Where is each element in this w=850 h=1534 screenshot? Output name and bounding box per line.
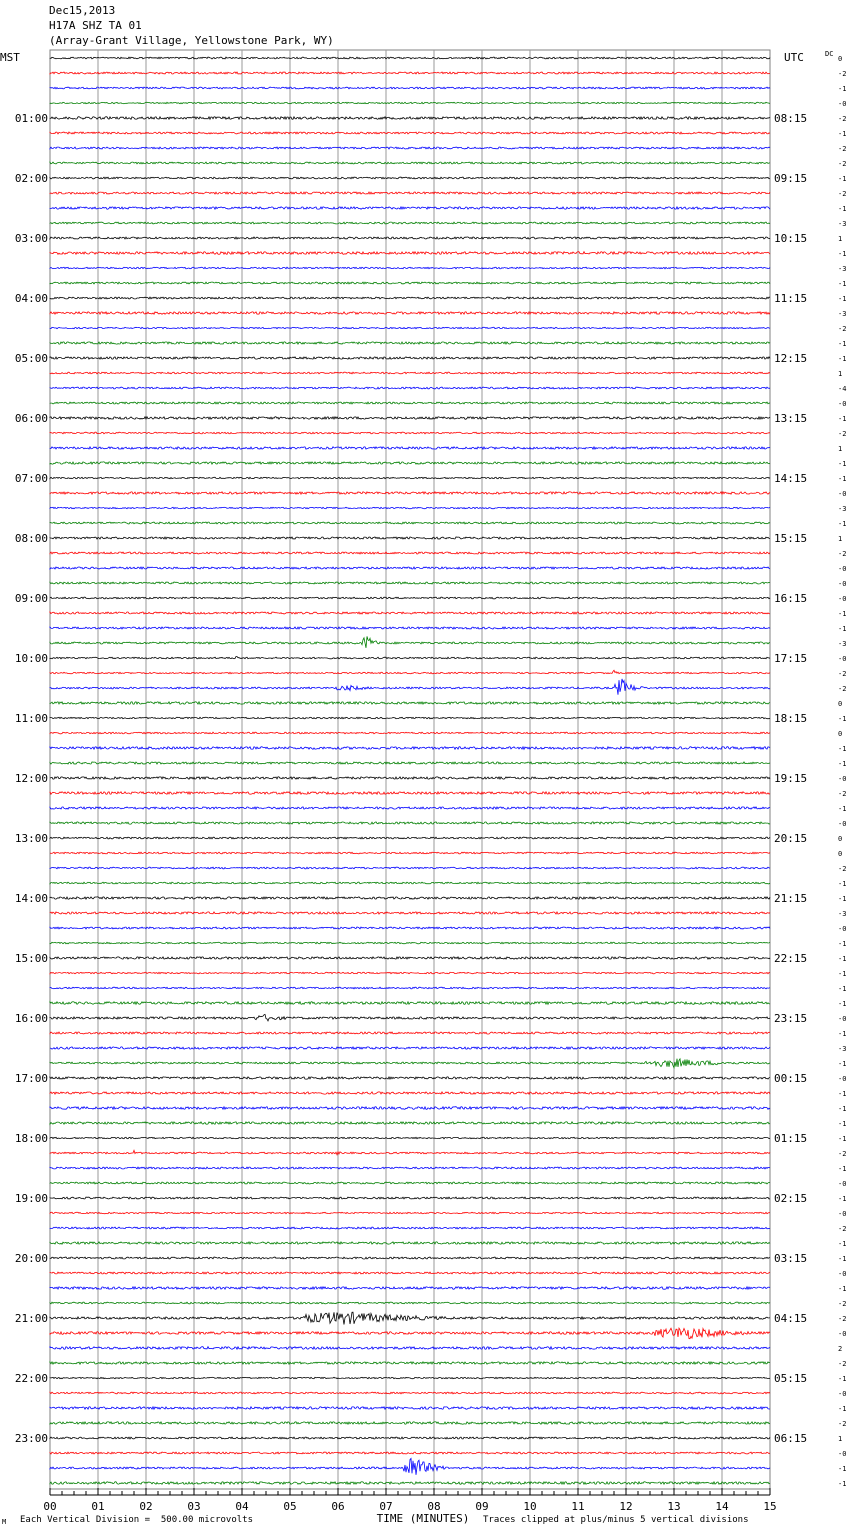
left-hour-label: 04:00 <box>14 292 48 305</box>
dc-offset-label: 1 <box>838 445 843 453</box>
dc-offset-label: -1 <box>838 895 847 903</box>
seismic-trace <box>50 582 770 584</box>
dc-offset-label: 2 <box>838 1345 843 1353</box>
dc-offset-label: -0 <box>838 925 847 933</box>
left-hour-label: 02:00 <box>14 172 48 185</box>
seismic-trace <box>50 1197 770 1199</box>
seismic-trace <box>50 1287 770 1290</box>
x-tick-label: 13 <box>667 1500 681 1513</box>
x-tick-label: 05 <box>283 1500 297 1513</box>
dc-offset-label: -1 <box>838 520 847 528</box>
right-hour-label: 23:15 <box>774 1012 808 1025</box>
left-hour-label: 19:00 <box>14 1192 48 1205</box>
seismic-trace <box>50 327 770 328</box>
dc-offset-label: -0 <box>838 775 847 783</box>
seismic-trace <box>50 1328 770 1339</box>
right-hour-label: 05:15 <box>774 1372 808 1385</box>
dc-offset-label: -1 <box>838 415 847 423</box>
seismic-trace <box>50 237 770 239</box>
seismic-trace <box>50 1077 770 1079</box>
dc-offset-label: -2 <box>838 1225 847 1233</box>
seismic-trace <box>50 612 770 614</box>
station-code: H17A SHZ TA 01 <box>49 19 142 32</box>
seismic-trace <box>50 732 770 734</box>
seismic-trace <box>50 1242 770 1244</box>
dc-offset-label: 0 <box>838 835 843 843</box>
seismic-trace <box>50 447 770 449</box>
left-hour-label: 07:00 <box>14 472 48 485</box>
right-hour-label: 00:15 <box>774 1072 808 1085</box>
left-hour-label: 08:00 <box>14 532 48 545</box>
seismic-trace <box>50 927 770 929</box>
seismic-trace <box>50 1212 770 1213</box>
seismic-trace <box>50 1452 770 1454</box>
seismic-trace <box>50 162 770 164</box>
dc-offset-label: -1 <box>838 1120 847 1128</box>
left-timezone-label: MST <box>0 51 20 64</box>
dc-offset-label: -0 <box>838 1075 847 1083</box>
dc-offset-label: -1 <box>838 1240 847 1248</box>
seismic-trace <box>50 177 770 179</box>
right-hour-label: 20:15 <box>774 832 808 845</box>
right-hour-label: 04:15 <box>774 1312 808 1325</box>
seismic-trace <box>50 492 770 494</box>
seismic-trace <box>50 792 770 794</box>
seismic-trace <box>50 852 770 854</box>
seismic-trace <box>50 717 770 719</box>
seismic-trace <box>50 912 770 914</box>
seismic-trace <box>50 1047 770 1049</box>
right-hour-label: 03:15 <box>774 1252 808 1265</box>
seismic-trace <box>50 1407 770 1409</box>
seismic-trace <box>50 342 770 344</box>
x-tick-label: 12 <box>619 1500 633 1513</box>
seismic-trace <box>50 192 770 194</box>
dc-offset-label: 1 <box>838 235 843 243</box>
dc-offset-label: -1 <box>838 280 847 288</box>
seismic-trace <box>50 1002 770 1005</box>
dc-offset-label: -0 <box>838 1330 847 1338</box>
seismic-trace <box>50 702 770 704</box>
seismic-trace <box>50 837 770 839</box>
left-hour-label: 14:00 <box>14 892 48 905</box>
dc-offset-label: -0 <box>838 1015 847 1023</box>
seismic-trace <box>50 1392 770 1394</box>
seismic-trace <box>50 222 770 224</box>
left-hour-label: 23:00 <box>14 1432 48 1445</box>
dc-offset-label: -2 <box>838 1360 847 1368</box>
dc-offset-label: -1 <box>838 175 847 183</box>
dc-offset-label: -3 <box>838 910 847 918</box>
seismic-trace <box>50 627 770 629</box>
dc-offset-label: -3 <box>838 310 847 318</box>
left-hour-label: 20:00 <box>14 1252 48 1265</box>
dc-offset-label: -2 <box>838 1150 847 1158</box>
seismic-trace <box>50 372 770 374</box>
left-hour-label: 15:00 <box>14 952 48 965</box>
right-hour-label: 09:15 <box>774 172 808 185</box>
right-hour-label: 10:15 <box>774 232 808 245</box>
seismic-trace <box>50 822 770 824</box>
seismic-trace <box>50 252 770 255</box>
seismic-trace <box>50 1302 770 1304</box>
right-hour-label: 19:15 <box>774 772 808 785</box>
seismic-trace <box>50 1482 770 1485</box>
dc-offset-label: 0 <box>838 700 843 708</box>
left-hour-label: 13:00 <box>14 832 48 845</box>
seismic-trace <box>50 987 770 989</box>
dc-offset-label: -1 <box>838 715 847 723</box>
dc-offset-label: -0 <box>838 1180 847 1188</box>
seismic-trace <box>50 1377 770 1378</box>
dc-offset-label: -1 <box>838 1105 847 1113</box>
dc-offset-label: -1 <box>838 985 847 993</box>
seismic-trace <box>50 1437 770 1439</box>
station-location: (Array-Grant Village, Yellowstone Park, WY) <box>49 34 334 47</box>
dc-offset-label: -3 <box>838 505 847 513</box>
right-hour-label: 13:15 <box>774 412 808 425</box>
dc-offset-label: -2 <box>838 145 847 153</box>
seismic-trace <box>50 762 770 764</box>
seismic-trace <box>50 1059 770 1068</box>
dc-offset-label: -2 <box>838 790 847 798</box>
seismic-trace <box>50 1107 770 1110</box>
dc-offset-label: -0 <box>838 490 847 498</box>
footer-mark: M <box>2 1518 7 1526</box>
dc-offset-label: -0 <box>838 400 847 408</box>
seismic-trace <box>50 897 770 899</box>
seismic-trace <box>50 942 770 944</box>
seismic-trace <box>50 1362 770 1364</box>
dc-offset-label: -1 <box>838 1030 847 1038</box>
dc-offset-label: -1 <box>838 295 847 303</box>
dc-offset-label: -2 <box>838 1300 847 1308</box>
dc-offset-label: 1 <box>838 535 843 543</box>
left-hour-label: 05:00 <box>14 352 48 365</box>
dc-offset-label: -1 <box>838 1255 847 1263</box>
dc-offset-label: -1 <box>838 475 847 483</box>
dc-offset-label: -1 <box>838 1165 847 1173</box>
x-tick-label: 04 <box>235 1500 249 1513</box>
right-hour-label: 21:15 <box>774 892 808 905</box>
dc-offset-label: -1 <box>838 340 847 348</box>
x-axis-title: TIME (MINUTES) <box>376 1512 470 1525</box>
dc-offset-label: -1 <box>838 760 847 768</box>
dc-offset-label: -1 <box>838 955 847 963</box>
seismic-trace <box>50 57 770 59</box>
dc-offset-label: -3 <box>838 265 847 273</box>
dc-offset-label: -3 <box>838 640 847 648</box>
seismic-trace <box>50 1272 770 1274</box>
dc-header-label: DC <box>825 50 834 58</box>
seismic-trace <box>50 1092 770 1094</box>
dc-offset-label: -2 <box>838 1420 847 1428</box>
x-tick-label: 03 <box>187 1500 201 1513</box>
left-hour-label: 10:00 <box>14 652 48 665</box>
seismic-trace <box>50 417 770 419</box>
right-timezone-label: UTC <box>784 51 804 64</box>
seismic-trace <box>50 462 770 464</box>
seismic-trace <box>50 1032 770 1034</box>
seismic-trace <box>50 357 770 359</box>
x-tick-label: 15 <box>763 1500 777 1513</box>
seismic-trace <box>50 507 770 508</box>
dc-offset-label: -4 <box>838 385 847 393</box>
seismic-trace <box>50 297 770 299</box>
seismic-trace <box>50 1422 770 1424</box>
dc-offset-label: -1 <box>838 1285 847 1293</box>
right-hour-label: 01:15 <box>774 1132 808 1145</box>
dc-offset-label: -2 <box>838 1315 847 1323</box>
dc-offset-label: -2 <box>838 670 847 678</box>
dc-offset-label: -2 <box>838 115 847 123</box>
seismic-trace <box>50 1137 770 1139</box>
dc-offset-label: -0 <box>838 1390 847 1398</box>
clipping-note: Traces clipped at plus/minus 5 vertical divisions <box>483 1515 749 1525</box>
seismic-trace <box>50 87 770 89</box>
x-tick-label: 01 <box>91 1500 105 1513</box>
seismic-trace <box>50 867 770 869</box>
dc-offset-label: -1 <box>838 805 847 813</box>
dc-offset-label: -1 <box>838 1465 847 1473</box>
dc-offset-label: -0 <box>838 655 847 663</box>
dc-offset-label: -2 <box>838 190 847 198</box>
dc-offset-label: -1 <box>838 250 847 258</box>
seismic-trace <box>50 747 770 750</box>
seismic-trace <box>50 597 770 599</box>
left-hour-label: 17:00 <box>14 1072 48 1085</box>
seismic-trace <box>50 777 770 779</box>
dc-offset-label: 1 <box>838 1435 843 1443</box>
right-hour-label: 08:15 <box>774 112 808 125</box>
dc-offset-label: -0 <box>838 565 847 573</box>
seismic-trace <box>50 636 770 648</box>
seismic-trace <box>50 657 770 659</box>
dc-offset-label: 0 <box>838 55 843 63</box>
seismic-trace <box>50 957 770 959</box>
seismic-trace <box>50 807 770 809</box>
seismic-trace <box>50 477 770 478</box>
seismic-trace <box>50 402 770 404</box>
dc-offset-label: -1 <box>838 460 847 468</box>
seismic-trace <box>50 72 770 74</box>
dc-offset-label: -1 <box>838 880 847 888</box>
dc-offset-label: -2 <box>838 865 847 873</box>
plot-date: Dec15,2013 <box>49 4 116 17</box>
dc-offset-label: -0 <box>838 595 847 603</box>
left-hour-label: 06:00 <box>14 412 48 425</box>
x-tick-label: 00 <box>43 1500 57 1513</box>
dc-offset-label: -2 <box>838 430 847 438</box>
left-hour-label: 01:00 <box>14 112 48 125</box>
seismic-trace <box>50 567 770 569</box>
dc-offset-label: -2 <box>838 160 847 168</box>
dc-offset-label: 0 <box>838 730 843 738</box>
seismic-trace <box>50 147 770 149</box>
dc-offset-label: -1 <box>838 745 847 753</box>
right-hour-label: 02:15 <box>774 1192 808 1205</box>
x-tick-label: 02 <box>139 1500 153 1513</box>
dc-offset-label: -1 <box>838 610 847 618</box>
seismic-trace <box>50 1312 770 1324</box>
dc-offset-label: -1 <box>838 940 847 948</box>
right-hour-label: 12:15 <box>774 352 808 365</box>
seismic-trace <box>50 1227 770 1229</box>
dc-offset-label: -0 <box>838 1270 847 1278</box>
seismic-trace <box>50 1257 770 1259</box>
seismic-trace <box>50 102 770 103</box>
dc-offset-label: -0 <box>838 1450 847 1458</box>
x-tick-label: 14 <box>715 1500 729 1513</box>
dc-offset-label: -1 <box>838 1480 847 1488</box>
seismic-trace <box>50 282 770 284</box>
dc-offset-label: 1 <box>838 370 843 378</box>
seismic-trace <box>50 1122 770 1124</box>
left-hour-label: 16:00 <box>14 1012 48 1025</box>
x-tick-label: 09 <box>475 1500 489 1513</box>
seismic-trace <box>50 207 770 209</box>
right-hour-label: 22:15 <box>774 952 808 965</box>
seismic-trace <box>50 267 770 269</box>
seismic-trace <box>50 679 770 695</box>
left-hour-label: 12:00 <box>14 772 48 785</box>
x-tick-label: 10 <box>523 1500 537 1513</box>
dc-offset-label: -0 <box>838 820 847 828</box>
left-hour-label: 22:00 <box>14 1372 48 1385</box>
dc-offset-label: -2 <box>838 70 847 78</box>
dc-offset-label: -1 <box>838 205 847 213</box>
dc-offset-label: 0 <box>838 850 843 858</box>
vertical-division-note: Each Vertical Division = 500.00 microvolts <box>20 1515 253 1525</box>
left-hour-label: 09:00 <box>14 592 48 605</box>
seismic-trace <box>50 1167 770 1169</box>
dc-offset-label: -0 <box>838 1210 847 1218</box>
seismic-trace <box>50 972 770 974</box>
seismic-trace <box>50 132 770 134</box>
seismic-trace <box>50 670 770 673</box>
dc-offset-label: -1 <box>838 970 847 978</box>
dc-offset-label: -1 <box>838 355 847 363</box>
seismic-trace <box>50 312 770 314</box>
left-hour-label: 11:00 <box>14 712 48 725</box>
right-hour-label: 18:15 <box>774 712 808 725</box>
dc-offset-label: -3 <box>838 220 847 228</box>
seismic-trace <box>50 1182 770 1184</box>
dc-offset-label: -1 <box>838 1405 847 1413</box>
dc-offset-label: -0 <box>838 100 847 108</box>
dc-offset-label: -0 <box>838 580 847 588</box>
right-hour-label: 06:15 <box>774 1432 808 1445</box>
right-hour-label: 15:15 <box>774 532 808 545</box>
x-tick-label: 11 <box>571 1500 585 1513</box>
dc-offset-label: -1 <box>838 130 847 138</box>
dc-offset-label: -3 <box>838 1045 847 1053</box>
seismic-trace <box>50 387 770 389</box>
seismic-trace <box>50 1459 770 1475</box>
seismic-trace <box>50 552 770 554</box>
dc-offset-label: -2 <box>838 685 847 693</box>
right-hour-label: 16:15 <box>774 592 808 605</box>
dc-offset-label: -2 <box>838 325 847 333</box>
left-hour-label: 18:00 <box>14 1132 48 1145</box>
seismic-trace <box>50 1347 770 1350</box>
seismic-trace <box>50 1150 770 1154</box>
dc-offset-label: -1 <box>838 1060 847 1068</box>
left-hour-label: 21:00 <box>14 1312 48 1325</box>
seismic-trace <box>50 537 770 539</box>
dc-offset-label: -1 <box>838 625 847 633</box>
dc-offset-label: -1 <box>838 85 847 93</box>
dc-offset-label: -1 <box>838 1195 847 1203</box>
right-hour-label: 11:15 <box>774 292 808 305</box>
dc-offset-label: -1 <box>838 1090 847 1098</box>
right-hour-label: 17:15 <box>774 652 808 665</box>
dc-offset-label: -1 <box>838 1000 847 1008</box>
x-tick-label: 06 <box>331 1500 345 1513</box>
x-tick-label: 07 <box>379 1500 393 1513</box>
seismic-trace <box>50 117 770 120</box>
dc-offset-label: -1 <box>838 1135 847 1143</box>
seismic-trace <box>50 882 770 884</box>
x-tick-label: 08 <box>427 1500 441 1513</box>
dc-offset-label: -1 <box>838 1375 847 1383</box>
seismic-trace <box>50 432 770 434</box>
seismic-trace <box>50 522 770 524</box>
left-hour-label: 03:00 <box>14 232 48 245</box>
seismic-trace <box>50 1014 770 1021</box>
dc-offset-label: -2 <box>838 550 847 558</box>
right-hour-label: 14:15 <box>774 472 808 485</box>
